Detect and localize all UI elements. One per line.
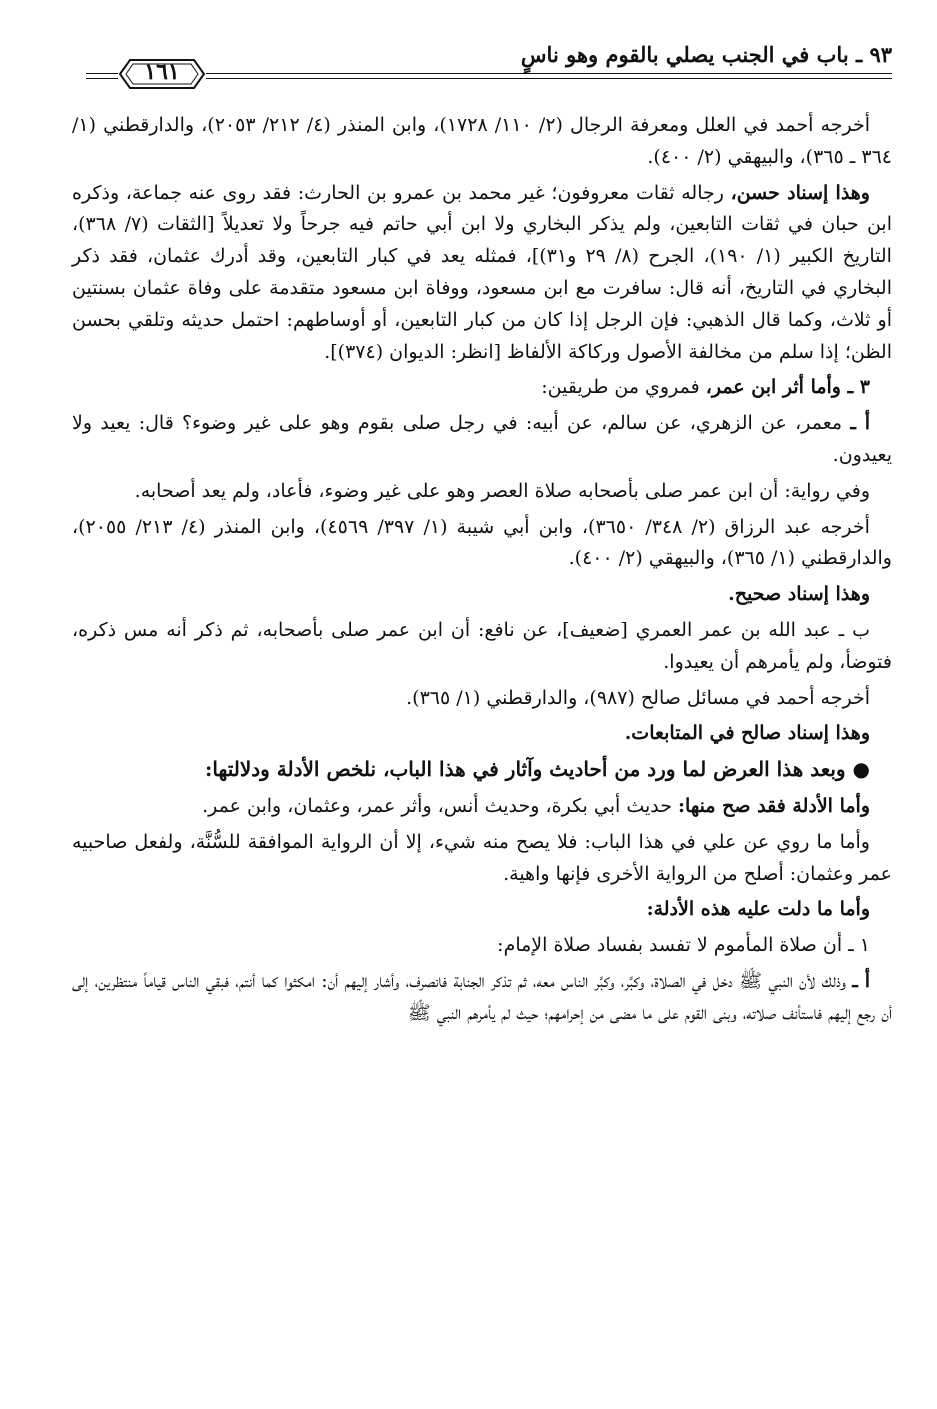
page-number: ١٦١	[144, 59, 180, 85]
paragraph-implications-heading: وأما ما دلت عليه هذه الأدلة:	[646, 898, 870, 921]
page-number-badge	[118, 56, 206, 92]
paragraph-isnad-hasan: وهذا إسناد حسن، رجاله ثقات معروفون؛ غير محمد بن عمرو بن الحارث: فقد روى عنه جماعة، وذكره ابن حبان في ثقات التابعين، ولم يذكر البخاري ولا ابن أبي حاتم فيه جرحاً ولا تعديلاً [الثقات (٧/ ٣٦٨)، التاريخ الكبير (١/ ١٩٠)، الجرح (٨/ ٢٩ و٣١)]، فمثله يعد في كبار التابعين، وقد أدرك عثمان، فقد ذكر البخاري في التاريخ، أنه قال: سافرت مع ابن مسعود، ووفاة ابن مسعود متقدمة على وفاة عثمان بسنتين أو ثلاث، وكما قال الذهبي: فإن الرجل إذا كان من كبار التابعين، أو أوساطهم: احتمل حديثه وتلقي بحسن الظن؛ إذا سلم من مخالفة الأصول وركاكة الألفاظ [انظر: الديوان (٣٧٤)].	[72, 181, 892, 363]
paragraph-citation-1: أخرجه أحمد في العلل ومعرفة الرجال (٢/ ١١٠/ ١٧٢٨)، وابن المنذر (٤/ ٢١٢/ ٢٠٥٣)، والدارقطني (١/ ٣٦٤ ـ ٣٦٥)، والبيهقي (٢/ ٤٠٠).	[72, 114, 892, 168]
paragraph-sahih-evidence: وأما الأدلة فقد صح منها: حديث أبي بكرة، وحديث أنس، وأثر عمر، وعثمان، وابن عمر.	[202, 794, 870, 817]
paragraph-citation-3: أخرجه أحمد في مسائل صالح (٩٨٧)، والدارقطني (١/ ٣٦٥).	[406, 686, 870, 709]
header-rule-bottom	[206, 78, 892, 79]
paragraph-athar-ibn-umar: ٣ ـ وأما أثر ابن عمر، فمروي من طريقين:	[541, 376, 870, 399]
left-rule-bottom	[86, 78, 118, 79]
paragraph-isnad-salih: وهذا إسناد صالح في المتابعات.	[624, 722, 870, 745]
paragraph-summary-heading: ● وبعد هذا العرض لما ورد من أحاديث وآثار في هذا الباب، نلخص الأدلة ودلالتها:	[205, 757, 870, 782]
paragraph-path-a: أ ـ معمر، عن الزهري، عن سالم، عن أبيه: في رجل صلى بقوم وهو على غير وضوء؟ قال: يعيد ولا يعيدون.	[72, 412, 892, 466]
body-text	[72, 110, 892, 1034]
paragraph-point-1a: أ ـ وذلك لأن النبي ﷺ دخل في الصلاة، وكبَّر، وكبَّر الناس معه، ثم تذكر الجنابة فانصرف، وأشار إليهم أن: امكثوا كما أنتم، فبقي الناس قياماً منتظرين، إلى أن رجع إليهم فاستأنف صلاته، وبنى القوم على ما مضى من إحرامهم؛ حيث لم يأمرهم النبي ﷺ	[72, 969, 892, 1024]
paragraph-point-1: ١ ـ أن صلاة المأموم لا تفسد بفساد صلاة الإمام:	[497, 934, 870, 957]
header-rule-top	[206, 73, 892, 74]
paragraph-citation-2: أخرجه عبد الرزاق (٢/ ٣٤٨/ ٣٦٥٠)، وابن أبي شيبة (١/ ٣٩٧/ ٤٥٦٩)، وابن المنذر (٤/ ٢١٣/ ٢٠٥٥)، والدارقطني (١/ ٣٦٥)، والبيهقي (٢/ ٤٠٠).	[72, 515, 892, 570]
paragraph-riwaya: وفي رواية: أن ابن عمر صلى بأصحابه صلاة العصر وهو على غير وضوء، فأعاد، ولم يعد أصحابه.	[134, 479, 870, 502]
paragraph-path-b: ب ـ عبد الله بن عمر العمري [ضعيف]، عن نافع: أن ابن عمر صلى بأصحابه، ثم ذكر أنه مس ذكره، فتوضأ، ولم يأمرهم أن يعيدوا.	[72, 618, 892, 673]
left-rule-top	[86, 73, 118, 74]
paragraph-isnad-sahih: وهذا إسناد صحيح.	[728, 583, 870, 606]
running-title: ٩٣ ـ باب في الجنب يصلي بالقوم وهو ناسٍ	[520, 42, 892, 67]
page-header	[86, 40, 892, 98]
paragraph-ali-narration: وأما ما روي عن علي في هذا الباب: فلا يصح منه شيء، إلا أن الرواية الموافقة للسُّنَّة، ولفعل صاحبيه عمر وعثمان: أصلح من الرواية الأخرى فإنها واهية.	[72, 830, 892, 885]
